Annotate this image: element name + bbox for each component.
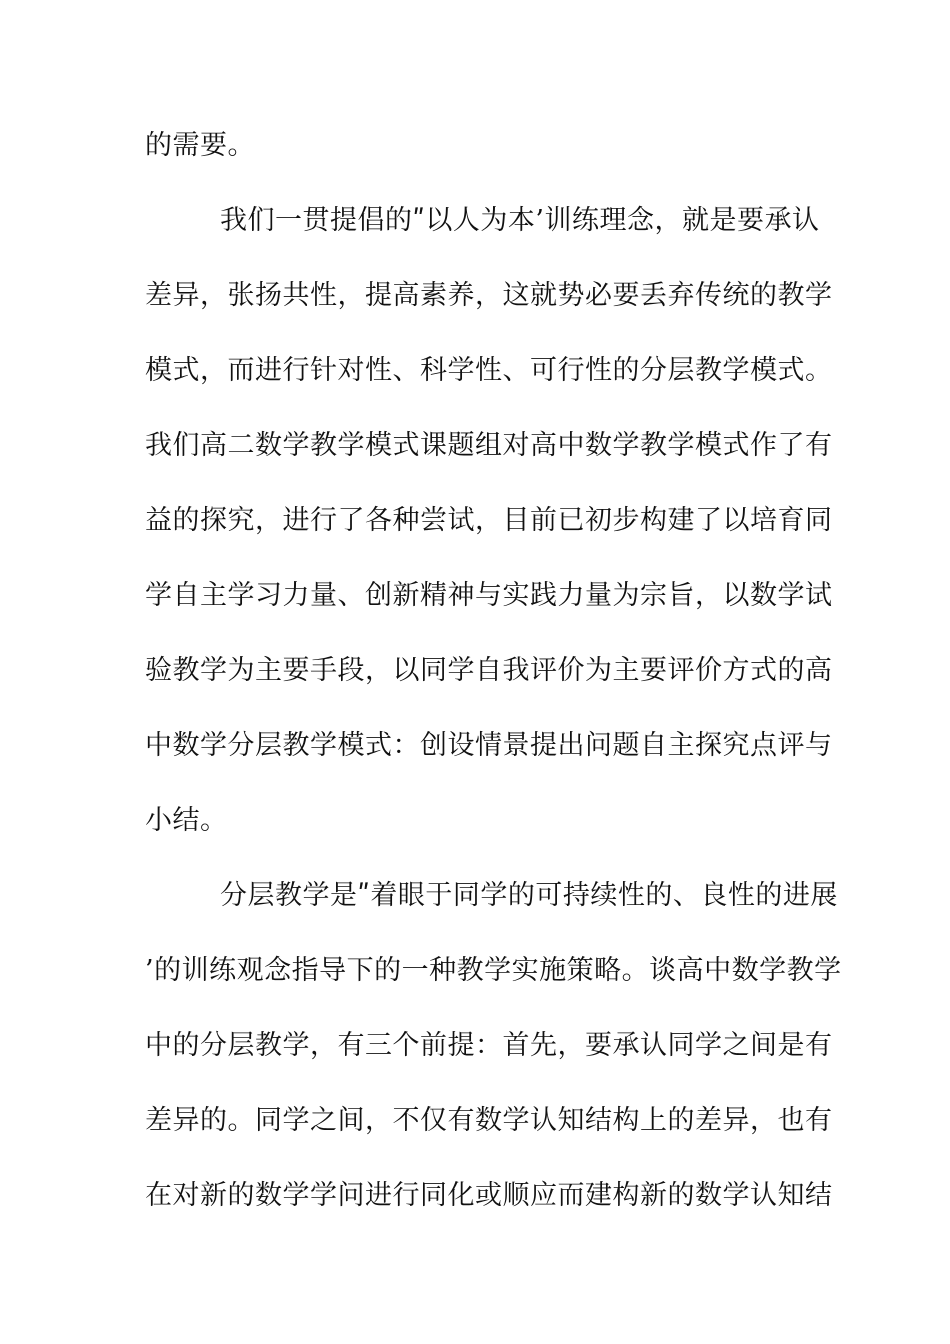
text-line: 小结。 (145, 805, 228, 836)
text-line: 我们高二数学教学模式课题组对高中数学教学模式作了有 (145, 430, 833, 461)
text-line: 差异的。同学之间，不仅有数学认知结构上的差异，也有 (145, 1105, 833, 1136)
text-line: 在对新的数学学问进行同化或顺应而建构新的数学认知结 (145, 1180, 833, 1211)
text-line: 差异，张扬共性，提高素养，这就势必要丢弃传统的教学 (145, 280, 833, 311)
paragraph-start-line: 我们一贯提倡的ʺ以人为本’训练理念，就是要承认 (220, 205, 820, 236)
text-line: 中的分层教学，有三个前提：首先，要承认同学之间是有 (145, 1030, 833, 1061)
text-line: 验教学为主要手段，以同学自我评价为主要评价方式的高 (145, 655, 833, 686)
text-line: 中数学分层教学模式：创设情景提出问题自主探究点评与 (145, 730, 833, 761)
paragraph-start-line: 分层教学是ʺ着眼于同学的可持续性的、良性的进展 (220, 880, 838, 911)
text-line: 模式，而进行针对性、科学性、可行性的分层教学模式。 (145, 355, 833, 386)
text-line: ’的训练观念指导下的一种教学实施策略。谈高中数学教学 (145, 955, 842, 986)
text-line: 的需要。 (145, 130, 255, 161)
text-line: 学自主学习力量、创新精神与实践力量为宗旨，以数学试 (145, 580, 833, 611)
text-line: 益的探究，进行了各种尝试，目前已初步构建了以培育同 (145, 505, 833, 536)
